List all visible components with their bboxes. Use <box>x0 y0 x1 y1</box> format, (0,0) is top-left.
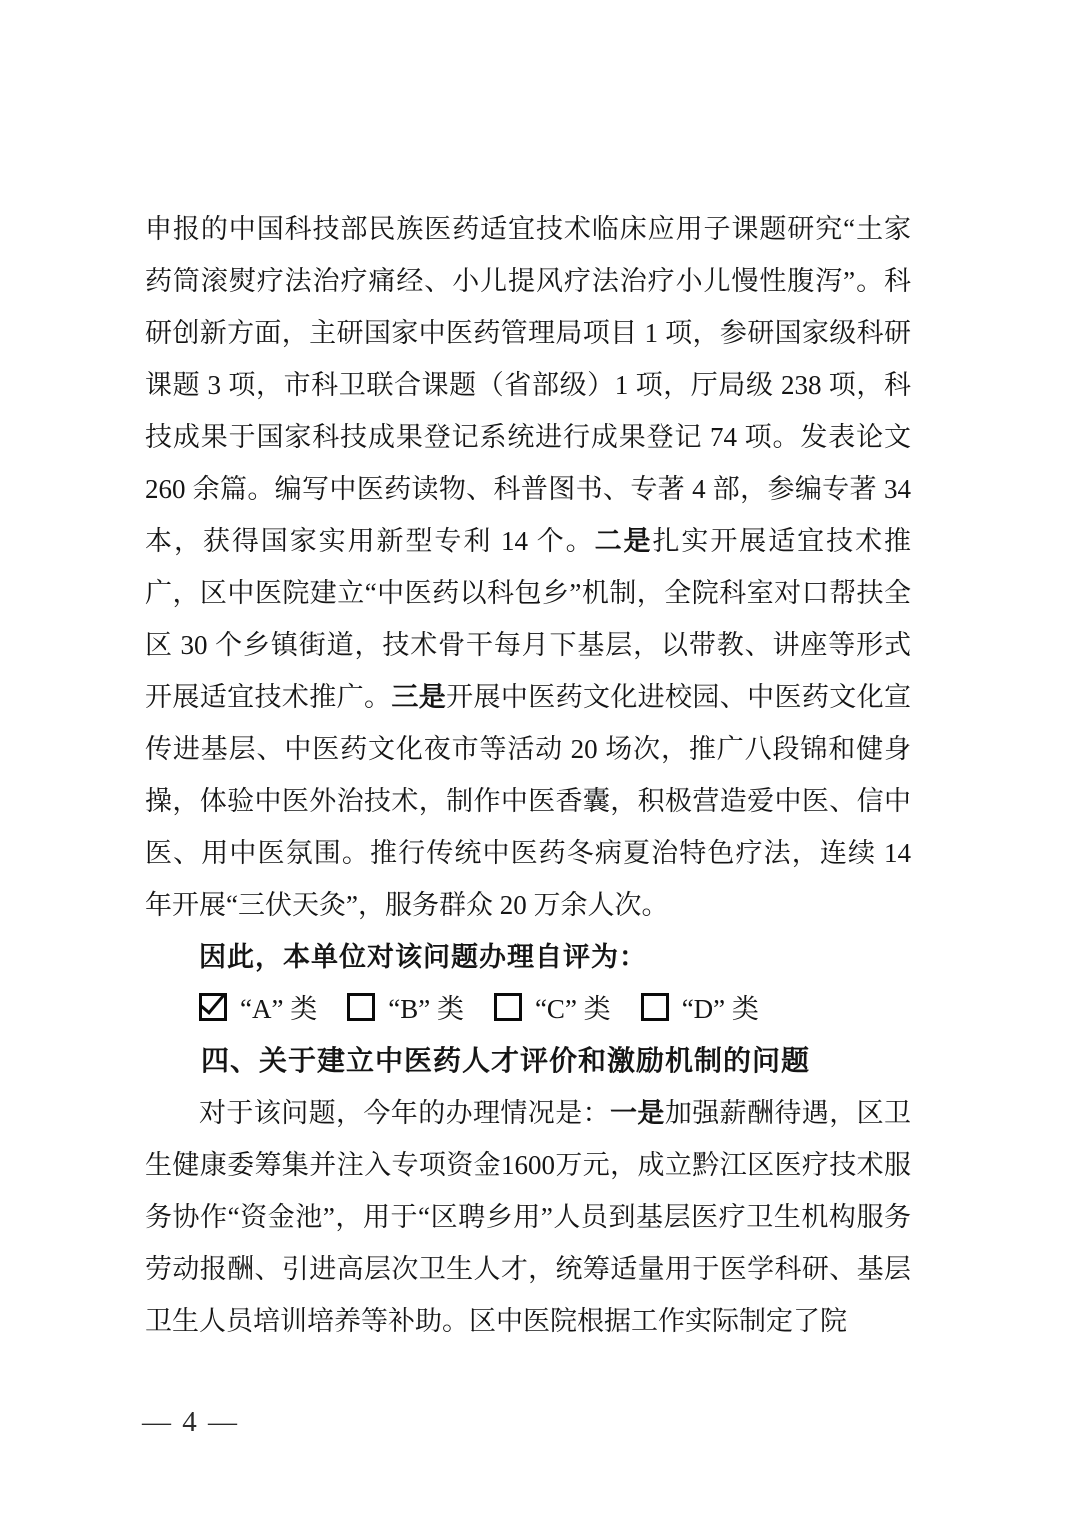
section-4-heading: 四、关于建立中医药人才评价和激励机制的问题 <box>201 1045 811 1076</box>
page-content <box>145 203 911 1347</box>
body-text-run: 开展中医药文化进校园、中医药文化宣传进基层、中医药文化夜市等活动 20 场次，推广八段锦和健身操，体验中医外治技术，制作中医香囊，积极营造爱中医、信中医、用中医氛围。推行传统中医药冬病夏治特色疗法，连续 14 年开展“三伏天灸”，服务群众 20 万余人次。 <box>145 682 912 920</box>
body-bold-run-yiShi: 一是 <box>610 1098 665 1128</box>
option-b-label: “B” 类 <box>388 994 464 1024</box>
checkbox-empty-icon <box>641 993 669 1021</box>
option-d <box>641 994 759 1024</box>
body-text-run: 加强薪酬待遇，区卫生健康委筹集并注入专项资金1600万元，成立黔江区医疗技术服务协作“资金池”，用于“区聘乡用”人员到基层医疗卫生机构服务劳动报酬、引进高层次卫生人才，统筹适量用于医学科研、基层卫生人员培训培养等补助。区中医院根据工作实际制定了院 <box>145 1098 912 1336</box>
body-bold-run-erShi: 二是 <box>594 526 653 556</box>
self-evaluation-options <box>145 983 911 1035</box>
option-c-label: “C” 类 <box>534 994 611 1024</box>
body-text-run: 申报的中国科技部民族医药适宜技术临床应用子课题研究“土家药筒滚熨疗法治疗痛经、小儿提风疗法治疗小儿慢性腹泻”。科研创新方面，主研国家中医药管理局项目 1 项，参研国家级科研课题 3 项，市科卫联合课题（省部级）1 项，厅局级 238 项，科技成果于国家科技成果登记系统进行成果登记 74 项。发表论文 260 余篇。编写中医药读物、科普图书、专著 4 部，参编专著 34 本，获得国家实用新型专利 14 个。 <box>145 214 911 556</box>
option-d-label: “D” 类 <box>681 994 759 1024</box>
self-evaluation-intro: 因此，本单位对该问题办理自评为： <box>199 942 647 972</box>
page-number-footer: — 4 — <box>142 1406 239 1438</box>
option-a-label: “A” 类 <box>240 994 318 1024</box>
paragraph-science-achievements <box>145 203 911 931</box>
checkbox-empty-icon <box>494 993 522 1021</box>
paragraph-section-4 <box>145 1087 911 1347</box>
option-a <box>199 994 317 1024</box>
checkbox-empty-icon <box>347 993 375 1021</box>
option-c <box>494 994 611 1024</box>
checkbox-checked-icon <box>199 993 227 1021</box>
option-b <box>347 994 464 1024</box>
body-text-run: 扎实开展适宜技术推广，区中医院建立“中医药以科包乡”机制，全院科室对口帮扶全区 30 个乡镇街道，技术骨干每月下基层，以带教、讲座等形式开展适宜技术推广。 <box>145 526 912 712</box>
body-text-run: 对于该问题，今年的办理情况是： <box>199 1098 610 1128</box>
body-bold-run-sanShi: 三是 <box>391 682 447 712</box>
